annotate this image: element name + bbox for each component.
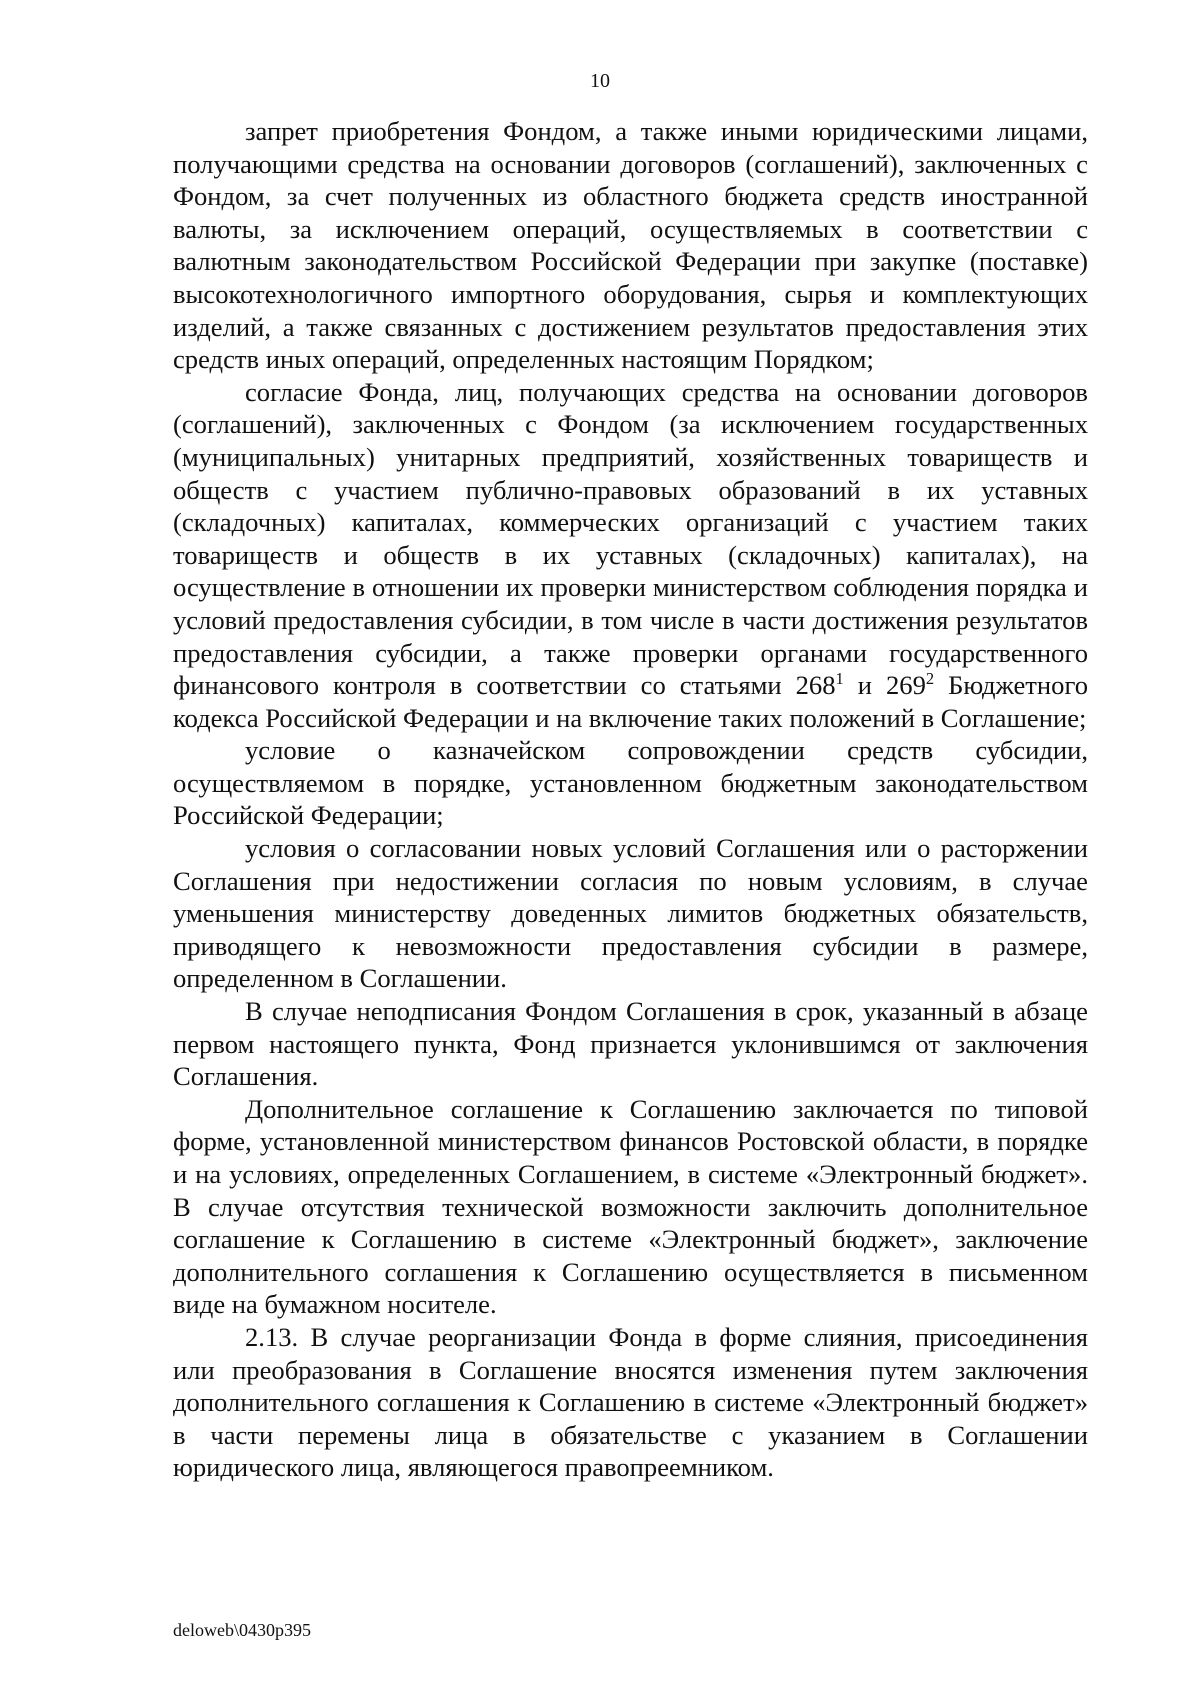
- paragraph-audit-consent-text-1: согласие Фонда, лиц, получающих средства на основании договоров (соглашений), заключенных с Фондом (за исключением государственных (муниципальных) унитарных предприятий, хозяйственных товариществ и обществ с участием публично-правовых образований в их уставных (складочных) капиталах, коммерческих организаций с участием таких товариществ и обществ в их уставных (складочных) капиталах), на осуществление в отношении их проверки министерством соблюдения порядка и условий предоставления субсидии, в том числе в части достижения результатов предоставления субсидии, а также проверки органами государственного финансового контроля в соответствии со статьями 268: [173, 376, 1088, 701]
- paragraph-non-signing: В случае неподписания Фондом Соглашения в срок, указанный в абзаце первом настоящего пункта, Фонд признается уклонившимся от заключения Соглашения.: [173, 996, 1088, 1092]
- paragraph-audit-consent: [173, 376, 1088, 735]
- paragraph-audit-consent-text-2: и 269: [843, 670, 926, 701]
- paragraph-treasury-support: условие о казначейском сопровождении средств субсидии, осуществляемом в порядке, установленном бюджетным законодательством Российской Федерации;: [173, 735, 1088, 831]
- superscript-1: 1: [835, 669, 844, 689]
- paragraph-additional-agreement: Дополнительное соглашение к Соглашению заключается по типовой форме, установленной министерством финансов Ростовской области, в порядке и на условиях, определенных Соглашением, в системе «Электронный бюджет». В случае отсутствия технической возможности заключить дополнительное соглашение к Соглашению в системе «Электронный бюджет», заключение дополнительного соглашения к Соглашению осуществляется в письменном виде на бумажном носителе.: [173, 1093, 1088, 1320]
- paragraph-new-conditions: условия о согласовании новых условий Соглашения или о расторжении Соглашения при недостижении согласия по новым условиям, в случае уменьшения министерству доведенных лимитов бюджетных обязательств, приводящего к невозможности предоставления субсидии в размере, определенном в Соглашении.: [173, 833, 1088, 994]
- paragraph-currency-ban: запрет приобретения Фондом, а также иными юридическими лицами, получающими средства на основании договоров (соглашений), заключенных с Фондом, за счет полученных из областного бюджета средств иностранной валюты, за исключением операций, осуществляемых в соответствии с валютным законодательством Российской Федерации при закупке (поставке) высокотехнологичного импортного оборудования, сырья и комплектующих изделий, а также связанных с достижением результатов предоставления этих средств иных операций, определенных настоящим Порядком;: [173, 116, 1088, 375]
- document-code: deloweb\0430p395: [173, 1620, 311, 1640]
- paragraph-audit-consent-text-3: Бюджетного кодекса Российской Федерации и на включение таких положений в Соглашение;: [173, 670, 1088, 733]
- paragraph-reorganization: 2.13. В случае реорганизации Фонда в форме слияния, присоединения или преобразования в Соглашение вносятся изменения путем заключения дополнительного соглашения к Соглашению в системе «Электронный бюджет» в части перемены лица в обязательстве с указанием в Соглашении юридического лица, являющегося правопреемником.: [173, 1321, 1088, 1483]
- page-number: 10: [590, 70, 610, 92]
- document-body: [173, 115, 1088, 1484]
- superscript-2: 2: [925, 669, 935, 689]
